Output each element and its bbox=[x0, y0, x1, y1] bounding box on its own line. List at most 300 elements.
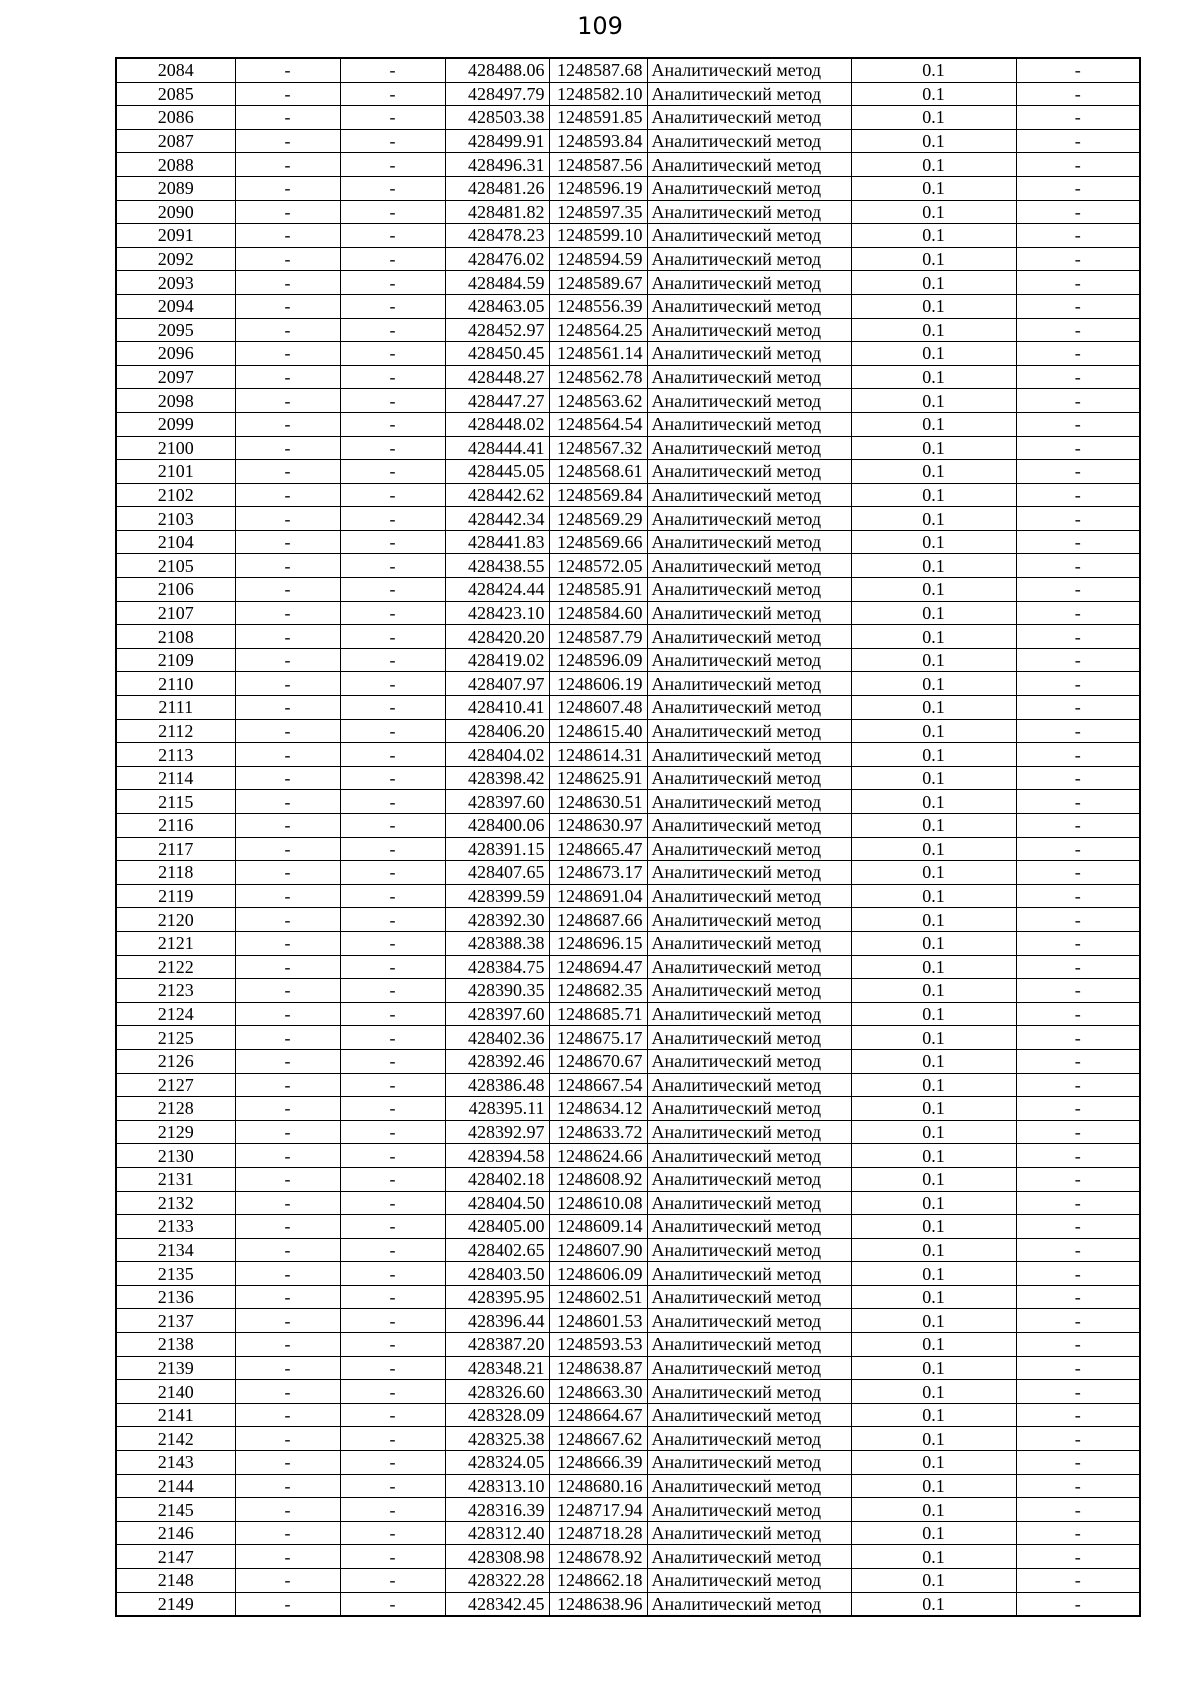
y-coordinate: 1248589.67 bbox=[549, 271, 647, 295]
point-number: 2091 bbox=[116, 224, 235, 248]
x-coordinate: 428326.60 bbox=[445, 1380, 549, 1404]
table-row bbox=[116, 837, 1140, 861]
accuracy: 0.1 bbox=[851, 578, 1016, 602]
dash-cell-2: - bbox=[340, 625, 445, 649]
x-coordinate: 428404.50 bbox=[445, 1191, 549, 1215]
accuracy: 0.1 bbox=[851, 1451, 1016, 1475]
method: Аналитический метод bbox=[647, 1451, 851, 1475]
point-number: 2116 bbox=[116, 814, 235, 838]
accuracy: 0.1 bbox=[851, 648, 1016, 672]
dash-cell-2: - bbox=[340, 530, 445, 554]
dash-cell-2: - bbox=[340, 814, 445, 838]
dash-cell-3: - bbox=[1016, 766, 1140, 790]
table-row bbox=[116, 719, 1140, 743]
method: Аналитический метод bbox=[647, 814, 851, 838]
dash-cell-1: - bbox=[235, 884, 340, 908]
table-row bbox=[116, 955, 1140, 979]
table-row bbox=[116, 436, 1140, 460]
dash-cell-3: - bbox=[1016, 1285, 1140, 1309]
x-coordinate: 428392.30 bbox=[445, 908, 549, 932]
dash-cell-1: - bbox=[235, 1097, 340, 1121]
dash-cell-1: - bbox=[235, 1569, 340, 1593]
accuracy: 0.1 bbox=[851, 389, 1016, 413]
point-number: 2106 bbox=[116, 578, 235, 602]
y-coordinate: 1248607.48 bbox=[549, 696, 647, 720]
method: Аналитический метод bbox=[647, 578, 851, 602]
accuracy: 0.1 bbox=[851, 979, 1016, 1003]
dash-cell-2: - bbox=[340, 1474, 445, 1498]
accuracy: 0.1 bbox=[851, 955, 1016, 979]
accuracy: 0.1 bbox=[851, 365, 1016, 389]
y-coordinate: 1248572.05 bbox=[549, 554, 647, 578]
accuracy: 0.1 bbox=[851, 696, 1016, 720]
dash-cell-1: - bbox=[235, 412, 340, 436]
accuracy: 0.1 bbox=[851, 1262, 1016, 1286]
dash-cell-1: - bbox=[235, 530, 340, 554]
accuracy: 0.1 bbox=[851, 58, 1016, 82]
dash-cell-3: - bbox=[1016, 1120, 1140, 1144]
point-number: 2117 bbox=[116, 837, 235, 861]
x-coordinate: 428476.02 bbox=[445, 247, 549, 271]
y-coordinate: 1248678.92 bbox=[549, 1545, 647, 1569]
dash-cell-3: - bbox=[1016, 129, 1140, 153]
table-row bbox=[116, 342, 1140, 366]
accuracy: 0.1 bbox=[851, 200, 1016, 224]
table-row bbox=[116, 861, 1140, 885]
dash-cell-3: - bbox=[1016, 1474, 1140, 1498]
dash-cell-2: - bbox=[340, 507, 445, 531]
dash-cell-1: - bbox=[235, 507, 340, 531]
point-number: 2111 bbox=[116, 696, 235, 720]
dash-cell-3: - bbox=[1016, 1427, 1140, 1451]
point-number: 2144 bbox=[116, 1474, 235, 1498]
table-row bbox=[116, 1569, 1140, 1593]
accuracy: 0.1 bbox=[851, 1215, 1016, 1239]
dash-cell-1: - bbox=[235, 436, 340, 460]
accuracy: 0.1 bbox=[851, 1569, 1016, 1593]
dash-cell-2: - bbox=[340, 790, 445, 814]
accuracy: 0.1 bbox=[851, 601, 1016, 625]
accuracy: 0.1 bbox=[851, 1002, 1016, 1026]
dash-cell-2: - bbox=[340, 1285, 445, 1309]
dash-cell-1: - bbox=[235, 837, 340, 861]
y-coordinate: 1248608.92 bbox=[549, 1167, 647, 1191]
table-row bbox=[116, 648, 1140, 672]
dash-cell-1: - bbox=[235, 1545, 340, 1569]
point-number: 2085 bbox=[116, 82, 235, 106]
x-coordinate: 428402.36 bbox=[445, 1026, 549, 1050]
dash-cell-2: - bbox=[340, 1569, 445, 1593]
accuracy: 0.1 bbox=[851, 672, 1016, 696]
y-coordinate: 1248593.53 bbox=[549, 1333, 647, 1357]
point-number: 2149 bbox=[116, 1592, 235, 1616]
dash-cell-1: - bbox=[235, 1403, 340, 1427]
dash-cell-2: - bbox=[340, 1120, 445, 1144]
dash-cell-3: - bbox=[1016, 601, 1140, 625]
dash-cell-1: - bbox=[235, 200, 340, 224]
dash-cell-2: - bbox=[340, 1380, 445, 1404]
dash-cell-2: - bbox=[340, 1049, 445, 1073]
table-row bbox=[116, 247, 1140, 271]
dash-cell-3: - bbox=[1016, 1215, 1140, 1239]
dash-cell-3: - bbox=[1016, 271, 1140, 295]
accuracy: 0.1 bbox=[851, 1521, 1016, 1545]
dash-cell-1: - bbox=[235, 554, 340, 578]
dash-cell-1: - bbox=[235, 931, 340, 955]
y-coordinate: 1248587.79 bbox=[549, 625, 647, 649]
point-number: 2092 bbox=[116, 247, 235, 271]
table-row bbox=[116, 318, 1140, 342]
dash-cell-2: - bbox=[340, 766, 445, 790]
x-coordinate: 428325.38 bbox=[445, 1427, 549, 1451]
x-coordinate: 428481.26 bbox=[445, 176, 549, 200]
dash-cell-2: - bbox=[340, 389, 445, 413]
accuracy: 0.1 bbox=[851, 530, 1016, 554]
table-row bbox=[116, 1097, 1140, 1121]
accuracy: 0.1 bbox=[851, 1545, 1016, 1569]
table-body bbox=[116, 58, 1140, 1616]
dash-cell-1: - bbox=[235, 106, 340, 130]
y-coordinate: 1248694.47 bbox=[549, 955, 647, 979]
accuracy: 0.1 bbox=[851, 790, 1016, 814]
accuracy: 0.1 bbox=[851, 766, 1016, 790]
point-number: 2127 bbox=[116, 1073, 235, 1097]
method: Аналитический метод bbox=[647, 790, 851, 814]
dash-cell-3: - bbox=[1016, 318, 1140, 342]
x-coordinate: 428442.34 bbox=[445, 507, 549, 531]
accuracy: 0.1 bbox=[851, 1049, 1016, 1073]
table-row bbox=[116, 1356, 1140, 1380]
page-number: 109 bbox=[577, 12, 623, 40]
method: Аналитический метод bbox=[647, 648, 851, 672]
method: Аналитический метод bbox=[647, 200, 851, 224]
dash-cell-3: - bbox=[1016, 247, 1140, 271]
y-coordinate: 1248582.10 bbox=[549, 82, 647, 106]
dash-cell-2: - bbox=[340, 436, 445, 460]
accuracy: 0.1 bbox=[851, 82, 1016, 106]
accuracy: 0.1 bbox=[851, 483, 1016, 507]
method: Аналитический метод bbox=[647, 1380, 851, 1404]
method: Аналитический метод bbox=[647, 696, 851, 720]
y-coordinate: 1248564.54 bbox=[549, 412, 647, 436]
x-coordinate: 428308.98 bbox=[445, 1545, 549, 1569]
accuracy: 0.1 bbox=[851, 743, 1016, 767]
table-row bbox=[116, 814, 1140, 838]
accuracy: 0.1 bbox=[851, 507, 1016, 531]
dash-cell-2: - bbox=[340, 884, 445, 908]
table-row bbox=[116, 460, 1140, 484]
accuracy: 0.1 bbox=[851, 1073, 1016, 1097]
y-coordinate: 1248593.84 bbox=[549, 129, 647, 153]
dash-cell-3: - bbox=[1016, 530, 1140, 554]
point-number: 2084 bbox=[116, 58, 235, 82]
dash-cell-3: - bbox=[1016, 837, 1140, 861]
accuracy: 0.1 bbox=[851, 342, 1016, 366]
accuracy: 0.1 bbox=[851, 318, 1016, 342]
method: Аналитический метод bbox=[647, 1427, 851, 1451]
table-row bbox=[116, 766, 1140, 790]
y-coordinate: 1248568.61 bbox=[549, 460, 647, 484]
x-coordinate: 428324.05 bbox=[445, 1451, 549, 1475]
dash-cell-1: - bbox=[235, 1238, 340, 1262]
table-row bbox=[116, 82, 1140, 106]
y-coordinate: 1248584.60 bbox=[549, 601, 647, 625]
dash-cell-1: - bbox=[235, 1049, 340, 1073]
dash-cell-3: - bbox=[1016, 58, 1140, 82]
x-coordinate: 428384.75 bbox=[445, 955, 549, 979]
dash-cell-3: - bbox=[1016, 696, 1140, 720]
accuracy: 0.1 bbox=[851, 1474, 1016, 1498]
table-row bbox=[116, 58, 1140, 82]
dash-cell-1: - bbox=[235, 460, 340, 484]
dash-cell-2: - bbox=[340, 1238, 445, 1262]
dash-cell-1: - bbox=[235, 1191, 340, 1215]
method: Аналитический метод bbox=[647, 1356, 851, 1380]
point-number: 2097 bbox=[116, 365, 235, 389]
table-row bbox=[116, 129, 1140, 153]
dash-cell-3: - bbox=[1016, 1002, 1140, 1026]
x-coordinate: 428399.59 bbox=[445, 884, 549, 908]
method: Аналитический метод bbox=[647, 837, 851, 861]
dash-cell-3: - bbox=[1016, 153, 1140, 177]
method: Аналитический метод bbox=[647, 412, 851, 436]
point-number: 2098 bbox=[116, 389, 235, 413]
y-coordinate: 1248696.15 bbox=[549, 931, 647, 955]
y-coordinate: 1248662.18 bbox=[549, 1569, 647, 1593]
method: Аналитический метод bbox=[647, 318, 851, 342]
accuracy: 0.1 bbox=[851, 1356, 1016, 1380]
accuracy: 0.1 bbox=[851, 294, 1016, 318]
point-number: 2103 bbox=[116, 507, 235, 531]
x-coordinate: 428448.02 bbox=[445, 412, 549, 436]
dash-cell-1: - bbox=[235, 224, 340, 248]
dash-cell-3: - bbox=[1016, 884, 1140, 908]
x-coordinate: 428463.05 bbox=[445, 294, 549, 318]
accuracy: 0.1 bbox=[851, 931, 1016, 955]
table-row bbox=[116, 176, 1140, 200]
method: Аналитический метод bbox=[647, 1592, 851, 1616]
x-coordinate: 428348.21 bbox=[445, 1356, 549, 1380]
dash-cell-1: - bbox=[235, 1380, 340, 1404]
y-coordinate: 1248587.56 bbox=[549, 153, 647, 177]
method: Аналитический метод bbox=[647, 955, 851, 979]
x-coordinate: 428322.28 bbox=[445, 1569, 549, 1593]
dash-cell-1: - bbox=[235, 979, 340, 1003]
y-coordinate: 1248633.72 bbox=[549, 1120, 647, 1144]
method: Аналитический метод bbox=[647, 389, 851, 413]
y-coordinate: 1248606.09 bbox=[549, 1262, 647, 1286]
table-row bbox=[116, 931, 1140, 955]
method: Аналитический метод bbox=[647, 1191, 851, 1215]
dash-cell-1: - bbox=[235, 955, 340, 979]
accuracy: 0.1 bbox=[851, 861, 1016, 885]
dash-cell-2: - bbox=[340, 200, 445, 224]
x-coordinate: 428386.48 bbox=[445, 1073, 549, 1097]
method: Аналитический метод bbox=[647, 908, 851, 932]
table-row bbox=[116, 601, 1140, 625]
point-number: 2140 bbox=[116, 1380, 235, 1404]
dash-cell-2: - bbox=[340, 176, 445, 200]
dash-cell-3: - bbox=[1016, 1451, 1140, 1475]
dash-cell-1: - bbox=[235, 1120, 340, 1144]
x-coordinate: 428445.05 bbox=[445, 460, 549, 484]
x-coordinate: 428442.62 bbox=[445, 483, 549, 507]
point-number: 2134 bbox=[116, 1238, 235, 1262]
table-row bbox=[116, 908, 1140, 932]
dash-cell-3: - bbox=[1016, 106, 1140, 130]
point-number: 2086 bbox=[116, 106, 235, 130]
dash-cell-1: - bbox=[235, 625, 340, 649]
table-row bbox=[116, 1049, 1140, 1073]
dash-cell-2: - bbox=[340, 861, 445, 885]
x-coordinate: 428396.44 bbox=[445, 1309, 549, 1333]
dash-cell-1: - bbox=[235, 129, 340, 153]
dash-cell-1: - bbox=[235, 1333, 340, 1357]
y-coordinate: 1248680.16 bbox=[549, 1474, 647, 1498]
dash-cell-1: - bbox=[235, 1474, 340, 1498]
method: Аналитический метод bbox=[647, 1498, 851, 1522]
dash-cell-1: - bbox=[235, 861, 340, 885]
x-coordinate: 428484.59 bbox=[445, 271, 549, 295]
dash-cell-2: - bbox=[340, 955, 445, 979]
dash-cell-3: - bbox=[1016, 342, 1140, 366]
accuracy: 0.1 bbox=[851, 129, 1016, 153]
accuracy: 0.1 bbox=[851, 1309, 1016, 1333]
table-row bbox=[116, 672, 1140, 696]
dash-cell-1: - bbox=[235, 672, 340, 696]
method: Аналитический метод bbox=[647, 861, 851, 885]
table-row bbox=[116, 507, 1140, 531]
table-row bbox=[116, 1333, 1140, 1357]
x-coordinate: 428328.09 bbox=[445, 1403, 549, 1427]
dash-cell-1: - bbox=[235, 365, 340, 389]
dash-cell-3: - bbox=[1016, 176, 1140, 200]
dash-cell-1: - bbox=[235, 247, 340, 271]
dash-cell-2: - bbox=[340, 837, 445, 861]
y-coordinate: 1248691.04 bbox=[549, 884, 647, 908]
x-coordinate: 428312.40 bbox=[445, 1521, 549, 1545]
accuracy: 0.1 bbox=[851, 412, 1016, 436]
table-row bbox=[116, 1285, 1140, 1309]
point-number: 2128 bbox=[116, 1097, 235, 1121]
accuracy: 0.1 bbox=[851, 1120, 1016, 1144]
point-number: 2104 bbox=[116, 530, 235, 554]
table-row bbox=[116, 1215, 1140, 1239]
dash-cell-1: - bbox=[235, 176, 340, 200]
dash-cell-1: - bbox=[235, 153, 340, 177]
x-coordinate: 428496.31 bbox=[445, 153, 549, 177]
dash-cell-1: - bbox=[235, 1309, 340, 1333]
method: Аналитический метод bbox=[647, 1049, 851, 1073]
method: Аналитический метод bbox=[647, 483, 851, 507]
x-coordinate: 428395.11 bbox=[445, 1097, 549, 1121]
dash-cell-2: - bbox=[340, 247, 445, 271]
dash-cell-2: - bbox=[340, 365, 445, 389]
table-row bbox=[116, 696, 1140, 720]
point-number: 2139 bbox=[116, 1356, 235, 1380]
point-number: 2122 bbox=[116, 955, 235, 979]
point-number: 2132 bbox=[116, 1191, 235, 1215]
table-row bbox=[116, 1380, 1140, 1404]
dash-cell-3: - bbox=[1016, 1073, 1140, 1097]
dash-cell-2: - bbox=[340, 1262, 445, 1286]
y-coordinate: 1248685.71 bbox=[549, 1002, 647, 1026]
dash-cell-1: - bbox=[235, 1167, 340, 1191]
x-coordinate: 428447.27 bbox=[445, 389, 549, 413]
y-coordinate: 1248563.62 bbox=[549, 389, 647, 413]
method: Аналитический метод bbox=[647, 365, 851, 389]
dash-cell-1: - bbox=[235, 648, 340, 672]
x-coordinate: 428402.65 bbox=[445, 1238, 549, 1262]
accuracy: 0.1 bbox=[851, 1191, 1016, 1215]
dash-cell-3: - bbox=[1016, 1262, 1140, 1286]
table-row bbox=[116, 979, 1140, 1003]
accuracy: 0.1 bbox=[851, 814, 1016, 838]
x-coordinate: 428452.97 bbox=[445, 318, 549, 342]
dash-cell-2: - bbox=[340, 1451, 445, 1475]
method: Аналитический метод bbox=[647, 1026, 851, 1050]
dash-cell-1: - bbox=[235, 1026, 340, 1050]
dash-cell-3: - bbox=[1016, 578, 1140, 602]
method: Аналитический метод bbox=[647, 1167, 851, 1191]
method: Аналитический метод bbox=[647, 719, 851, 743]
dash-cell-2: - bbox=[340, 294, 445, 318]
x-coordinate: 428405.00 bbox=[445, 1215, 549, 1239]
method: Аналитический метод bbox=[647, 672, 851, 696]
method: Аналитический метод bbox=[647, 247, 851, 271]
dash-cell-3: - bbox=[1016, 507, 1140, 531]
dash-cell-1: - bbox=[235, 318, 340, 342]
dash-cell-1: - bbox=[235, 58, 340, 82]
accuracy: 0.1 bbox=[851, 460, 1016, 484]
dash-cell-3: - bbox=[1016, 1545, 1140, 1569]
table-row bbox=[116, 554, 1140, 578]
y-coordinate: 1248675.17 bbox=[549, 1026, 647, 1050]
method: Аналитический метод bbox=[647, 1002, 851, 1026]
x-coordinate: 428419.02 bbox=[445, 648, 549, 672]
x-coordinate: 428478.23 bbox=[445, 224, 549, 248]
table-row bbox=[116, 530, 1140, 554]
method: Аналитический метод bbox=[647, 554, 851, 578]
y-coordinate: 1248607.90 bbox=[549, 1238, 647, 1262]
y-coordinate: 1248564.25 bbox=[549, 318, 647, 342]
coordinates-table bbox=[115, 57, 1141, 1617]
y-coordinate: 1248587.68 bbox=[549, 58, 647, 82]
y-coordinate: 1248585.91 bbox=[549, 578, 647, 602]
y-coordinate: 1248614.31 bbox=[549, 743, 647, 767]
point-number: 2088 bbox=[116, 153, 235, 177]
dash-cell-1: - bbox=[235, 1285, 340, 1309]
y-coordinate: 1248663.30 bbox=[549, 1380, 647, 1404]
accuracy: 0.1 bbox=[851, 1592, 1016, 1616]
x-coordinate: 428388.38 bbox=[445, 931, 549, 955]
dash-cell-3: - bbox=[1016, 1191, 1140, 1215]
y-coordinate: 1248602.51 bbox=[549, 1285, 647, 1309]
point-number: 2146 bbox=[116, 1521, 235, 1545]
dash-cell-2: - bbox=[340, 1333, 445, 1357]
table-row bbox=[116, 1451, 1140, 1475]
y-coordinate: 1248673.17 bbox=[549, 861, 647, 885]
dash-cell-3: - bbox=[1016, 1403, 1140, 1427]
dash-cell-3: - bbox=[1016, 483, 1140, 507]
dash-cell-2: - bbox=[340, 342, 445, 366]
dash-cell-1: - bbox=[235, 814, 340, 838]
dash-cell-3: - bbox=[1016, 1498, 1140, 1522]
table-row bbox=[116, 1002, 1140, 1026]
x-coordinate: 428406.20 bbox=[445, 719, 549, 743]
accuracy: 0.1 bbox=[851, 1427, 1016, 1451]
x-coordinate: 428390.35 bbox=[445, 979, 549, 1003]
